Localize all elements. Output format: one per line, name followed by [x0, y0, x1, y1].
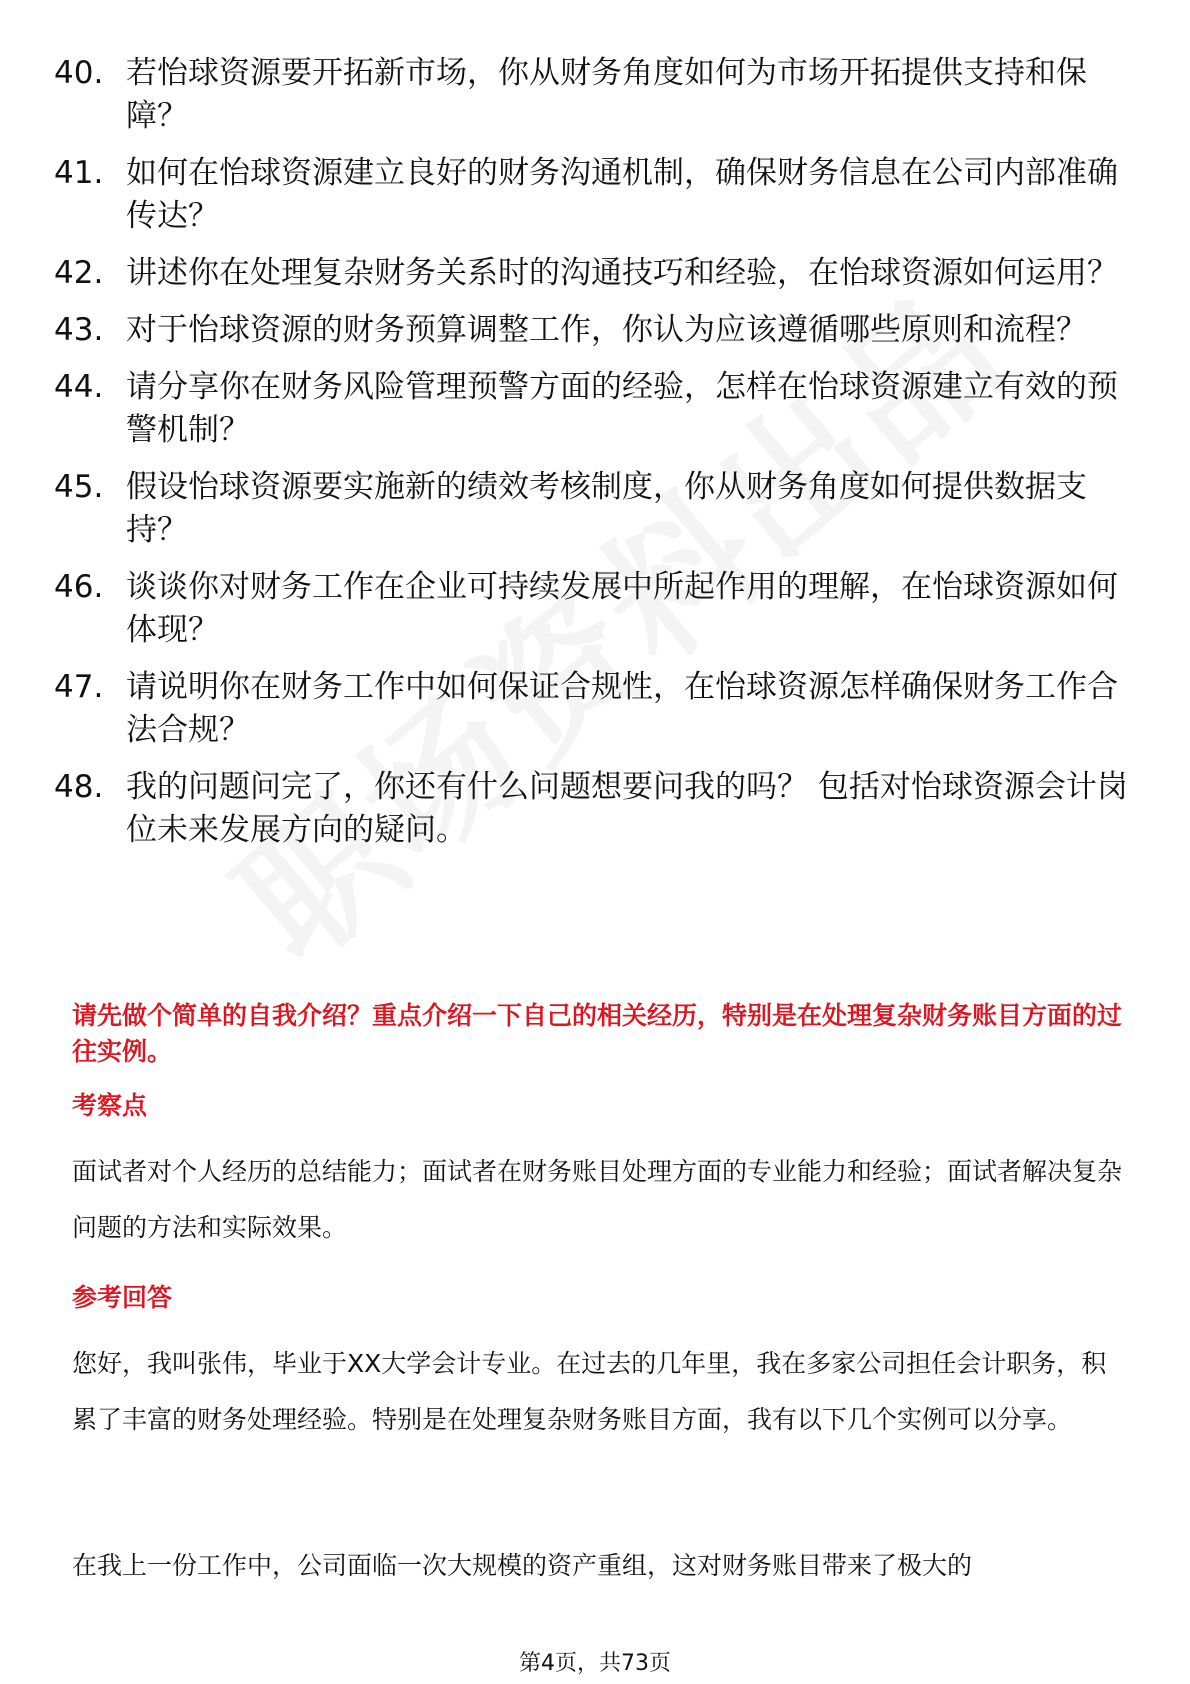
question-list — [54, 52, 1134, 866]
question-text: 谈谈你对财务工作在企业可持续发展中所起作用的理解，在怡球资源如何体现？ — [126, 569, 1118, 648]
question-text: 对于怡球资源的财务预算调整工作，你认为应该遵循哪些原则和流程？ — [126, 312, 1087, 348]
question-text: 如何在怡球资源建立良好的财务沟通机制，确保财务信息在公司内部准确传达？ — [126, 155, 1118, 234]
question-text: 若怡球资源要开拓新市场，你从财务角度如何为市场开拓提供支持和保障？ — [126, 55, 1087, 134]
list-item — [54, 666, 1134, 752]
list-item — [54, 309, 1134, 352]
question-text: 讲述你在处理复杂财务关系时的沟通技巧和经验，在怡球资源如何运用？ — [126, 255, 1118, 291]
question-number: 46. — [54, 569, 104, 605]
list-item — [54, 252, 1134, 295]
highlight-question: 请先做个简单的自我介绍？重点介绍一下自己的相关经历，特别是在处理复杂财务账目方面的过往实例。 — [72, 1001, 1123, 1066]
answer-paragraph-2: 在我上一份工作中，公司面临一次大规模的资产重组，这对财务账目带来了极大的 — [72, 1551, 973, 1580]
list-item — [54, 152, 1134, 238]
question-number: 47. — [54, 669, 104, 705]
question-text: 我的问题问完了，你还有什么问题想要问我的吗？ 包括对怡球资源会计岗位未来发展方向的疑问。 — [126, 769, 1128, 848]
question-number: 48. — [54, 769, 104, 805]
reference-answer-heading: 参考回答 — [72, 1283, 173, 1312]
page-number: 第4页，共73页 — [519, 1651, 671, 1676]
question-number: 40. — [54, 55, 104, 91]
list-item — [54, 52, 1134, 138]
list-item — [54, 466, 1134, 552]
answer-paragraph-1: 您好，我叫张伟，毕业于XX大学会计专业。在过去的几年里，我在多家公司担任会计职务，积累了丰富的财务处理经验。特别是在处理复杂财务账目方面，我有以下几个实例可以分享。 — [72, 1349, 1107, 1434]
question-text: 假设怡球资源要实施新的绩效考核制度，你从财务角度如何提供数据支持？ — [126, 469, 1087, 548]
question-text: 请说明你在财务工作中如何保证合规性，在怡球资源怎样确保财务工作合法合规？ — [126, 669, 1118, 748]
list-item — [54, 366, 1134, 452]
question-text: 请分享你在财务风险管理预警方面的经验，怎样在怡球资源建立有效的预警机制？ — [126, 369, 1118, 448]
question-number: 45. — [54, 469, 104, 505]
question-number: 44. — [54, 369, 104, 405]
question-number: 41. — [54, 155, 104, 191]
exam-points-text: 面试者对个人经历的总结能力；面试者在财务账目处理方面的专业能力和经验；面试者解决复杂问题的方法和实际效果。 — [72, 1157, 1123, 1242]
list-item — [54, 566, 1134, 652]
question-number: 43. — [54, 312, 104, 348]
exam-points-heading: 考察点 — [72, 1091, 148, 1120]
question-number: 42. — [54, 255, 104, 291]
list-item — [54, 766, 1134, 852]
